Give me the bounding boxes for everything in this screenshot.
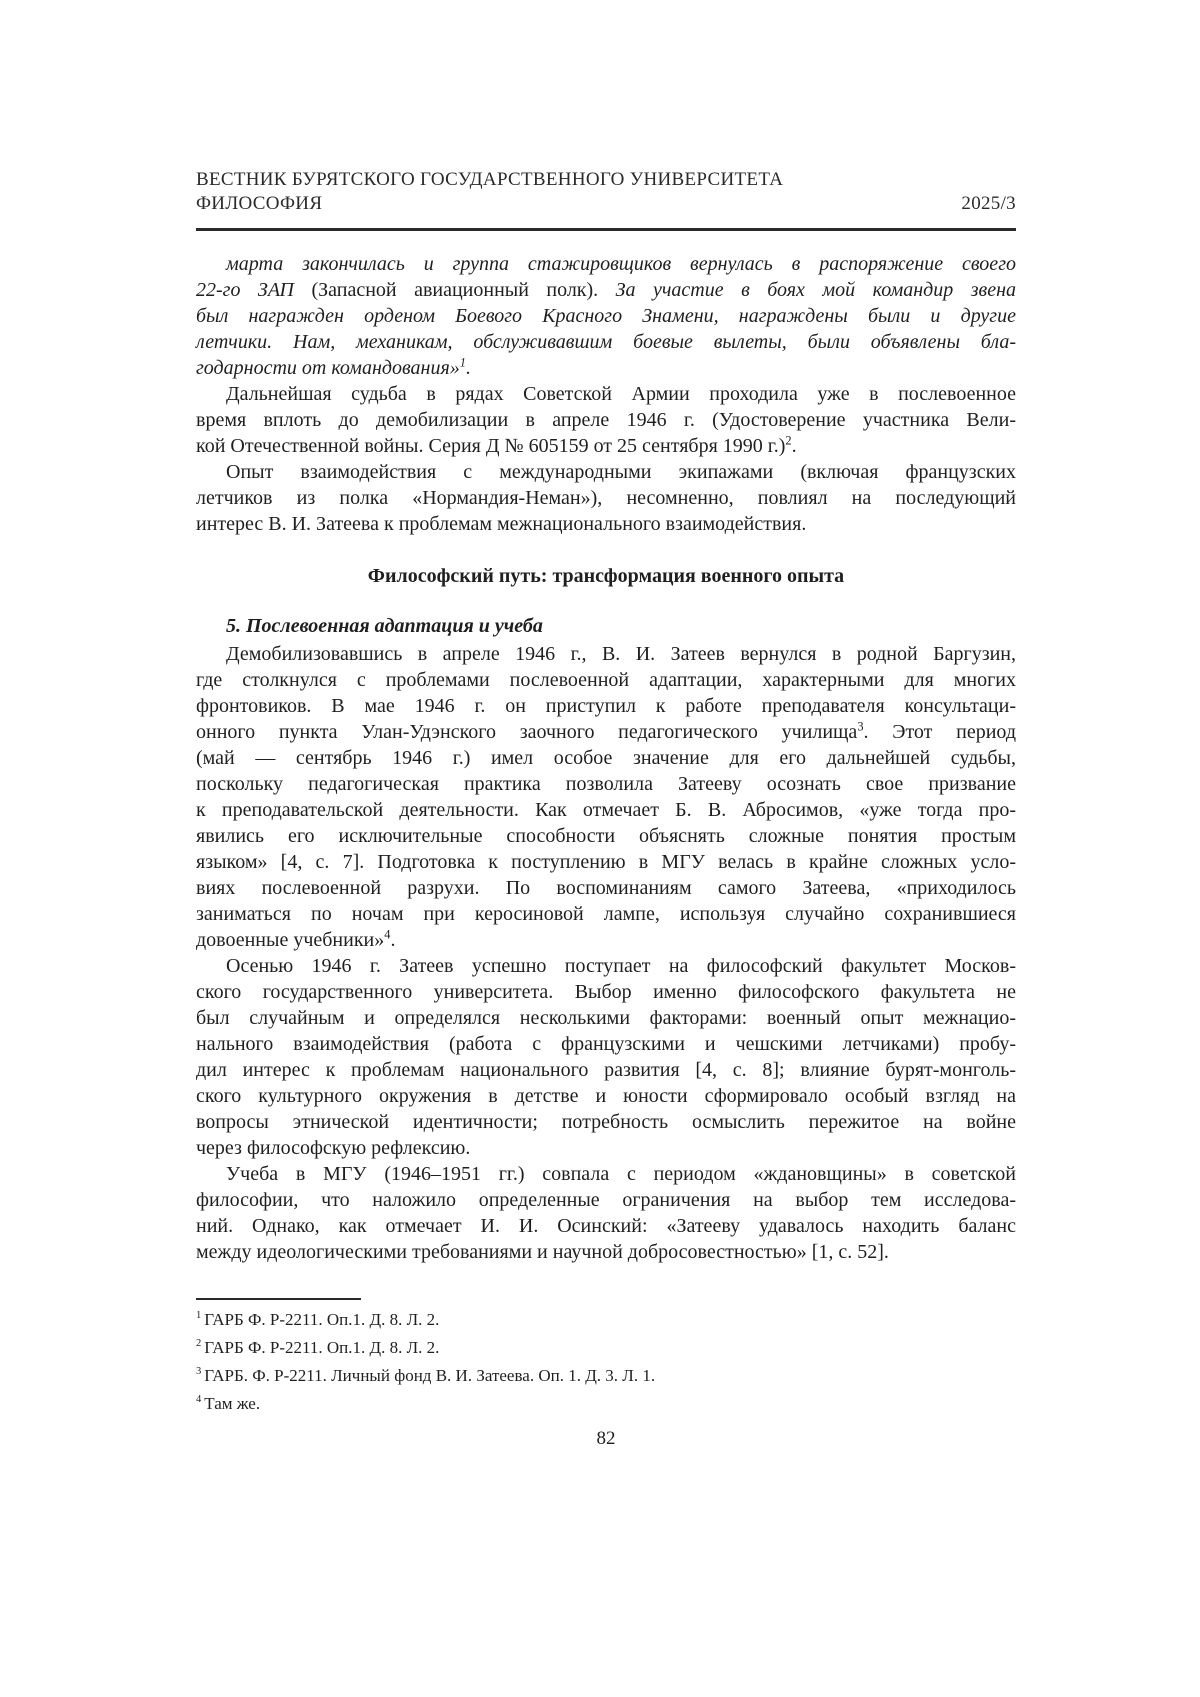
text-line: интерес В. И. Затеева к проблемам межнационального взаимодействия.: [196, 513, 807, 535]
text-line: фронтовиков. В мае 1946 г. он приступил к работе преподавателя консультаци-: [196, 695, 1016, 717]
text-segment: онного пункта Улан-Удэнского заочного педагогического училища: [196, 721, 858, 743]
text-segment: .: [791, 435, 797, 457]
text-line: время вплоть до демобилизации в апреле 1946 г. (Удостоверение участника Вели-: [196, 409, 1016, 431]
paragraph: [196, 1161, 1016, 1265]
text-line: ний. Однако, как отмечает И. И. Осинский: «Затееву удавалось находить баланс: [196, 1215, 1016, 1237]
footnote: [196, 1306, 1016, 1334]
footnote-ref: 3: [857, 719, 864, 734]
text-line: [196, 433, 1016, 459]
text-line: [196, 719, 1016, 745]
journal-section: ФИЛОСОФИЯ: [196, 193, 323, 214]
text-line: к преподавательской деятельности. Как отмечает Б. В. Абросимов, «уже тогда про-: [196, 799, 1016, 821]
paragraph: [196, 641, 1016, 953]
footnote-marker: 2: [196, 1338, 202, 1350]
journal-header: [196, 168, 1016, 231]
text-line: Дальнейшая судьба в рядах Советской Армии проходила уже в послевоенное: [226, 383, 1016, 405]
footnotes-block: [196, 1298, 1016, 1418]
footnote-marker: 4: [196, 1394, 202, 1406]
text-line: заниматься по ночам при керосиновой лампе, используя случайно сохранившиеся: [196, 903, 1016, 925]
text-line: [196, 277, 1016, 303]
paragraph: [196, 953, 1016, 1161]
paragraph: [196, 381, 1016, 459]
text-line: где столкнулся с проблемами послевоенной адаптации, характерными для многих: [196, 669, 1016, 691]
text-segment: годарности от командования»: [196, 357, 460, 379]
text-line: был награжден орденом Боевого Красного Знамени, награждены были и другие: [196, 305, 1016, 327]
text-line: ского государственного университета. Выбор именно философского факультета не: [196, 981, 1016, 1003]
text-segment: довоенные учебники»: [196, 929, 385, 951]
text-line: поскольку педагогическая практика позволила Затееву осознать свое призвание: [196, 773, 1016, 795]
text-segment: За участие в боях мой командир звена: [615, 279, 1016, 301]
text-line: Учеба в МГУ (1946–1951 гг.) совпала с периодом «ждановщины» в советской: [226, 1163, 1016, 1185]
footnote-text: ГАРБ Ф. Р-2211. Оп.1. Д. 8. Л. 2.: [204, 1338, 440, 1357]
text-segment: .: [390, 929, 396, 951]
footnote-ref: 4: [384, 927, 391, 942]
footnote-text: ГАРБ Ф. Р-2211. Оп.1. Д. 8. Л. 2.: [204, 1310, 440, 1329]
journal-title: ВЕСТНИК БУРЯТСКОГО ГОСУДАРСТВЕННОГО УНИВЕРСИТЕТА: [196, 169, 784, 190]
text-line: нального взаимодействия (работа с французскими и чешскими летчиками) пробу-: [196, 1033, 1016, 1055]
paragraph: [196, 251, 1016, 381]
paragraph: [196, 459, 1016, 537]
text-segment: (Запасной авиационный полк).: [311, 279, 616, 301]
text-segment: .: [465, 357, 471, 379]
text-line: был случайным и определялся несколькими факторами: военный опыт межнацио-: [196, 1007, 1016, 1029]
footnote-list: [196, 1306, 1016, 1418]
text-line: Осенью 1946 г. Затеев успешно поступает на философский факультет Москов-: [226, 955, 1016, 977]
footnote-ref: 1: [459, 355, 466, 370]
section-heading: Философский путь: трансформация военного опыта: [367, 565, 845, 587]
text-line: Демобилизовавшись в апреле 1946 г., В. И. Затеев вернулся в родной Баргузин,: [226, 643, 1016, 665]
text-line: летчиков из полка «Нормандия-Неман»), несомненно, повлиял на последующий: [196, 487, 1016, 509]
text-segment: . Этот период: [863, 721, 1016, 743]
text-line: философии, что наложило определенные ограничения на выбор тем исследова-: [196, 1189, 1016, 1211]
page-number: 82: [596, 1428, 616, 1449]
text-segment: 22-го ЗАП: [196, 279, 312, 301]
text-line: летчики. Нам, механикам, обслуживавшим боевые вылеты, были объявлены бла-: [196, 331, 1016, 353]
text-line: марта закончилась и группа стажировщиков вернулась в распоряжение своего: [226, 253, 1016, 275]
text-line: явились его исключительные способности объяснять сложные понятия простым: [196, 825, 1016, 847]
footnote: [196, 1334, 1016, 1362]
footnote: [196, 1362, 1016, 1390]
text-segment: кой Отечественной войны. Серия Д № 605159 от 25 сентября 1990 г.): [196, 435, 786, 457]
footnote-ref: 2: [785, 433, 792, 448]
issue-number: 2025/3: [961, 193, 1016, 214]
text-line: через философскую рефлексию.: [196, 1137, 471, 1159]
footnote-marker: 1: [196, 1310, 202, 1322]
text-line: между идеологическими требованиями и научной добросовестностью» [1, с. 52].: [196, 1241, 889, 1263]
text-line: вопросы этнической идентичности; потребность осмыслить пережитое на войне: [196, 1111, 1016, 1133]
text-line: дил интерес к проблемам национального развития [4, с. 8]; влияние бурят-монголь-: [196, 1059, 1016, 1081]
article-body: [196, 251, 1016, 1265]
footnote: [196, 1390, 1016, 1418]
text-line: (май — сентябрь 1946 г.) имел особое значение для его дальнейшей судьбы,: [196, 747, 1016, 769]
footnote-marker: 3: [196, 1366, 202, 1378]
footnote-separator: [196, 1298, 361, 1300]
text-line: [196, 355, 1016, 381]
header-rule: [196, 228, 1016, 231]
text-line: ского культурного окружения в детстве и юности сформировало особый взгляд на: [196, 1085, 1016, 1107]
footnote-text: ГАРБ. Ф. Р-2211. Личный фонд В. И. Затеева. Оп. 1. Д. 3. Л. 1.: [204, 1366, 656, 1385]
text-line: языком» [4, с. 7]. Подготовка к поступлению в МГУ велась в крайне сложных усло-: [196, 851, 1016, 873]
footnote-text: Там же.: [204, 1394, 261, 1413]
text-line: [196, 927, 1016, 953]
text-line: виях послевоенной разрухи. По воспоминаниям самого Затеева, «приходилось: [196, 877, 1016, 899]
subsection-heading: 5. Послевоенная адаптация и учеба: [226, 615, 543, 637]
text-line: Опыт взаимодействия с международными экипажами (включая французских: [226, 461, 1016, 483]
